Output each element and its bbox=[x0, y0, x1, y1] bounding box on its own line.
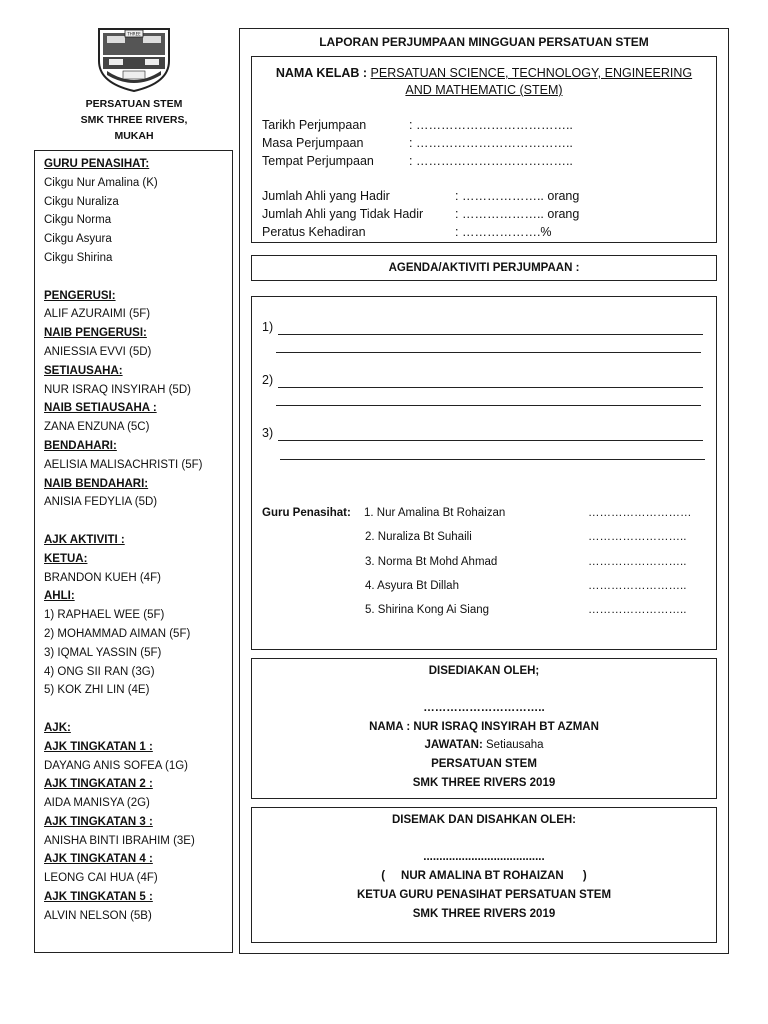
agenda-line[interactable] bbox=[278, 334, 703, 335]
spacer bbox=[44, 512, 232, 531]
advisor-name: 2. Nuraliza Bt Suhaili bbox=[365, 531, 472, 543]
school-header bbox=[34, 96, 234, 144]
field-tidak-hadir-value: : ……………….. orang bbox=[455, 207, 580, 221]
committee-member: Cikgu Norma bbox=[44, 214, 112, 227]
committee-heading: AJK TINGKATAN 3 : bbox=[44, 815, 153, 828]
prepared-by-org: PERSATUAN STEM bbox=[431, 758, 537, 770]
advisor-signature-line[interactable]: …………………….. bbox=[588, 604, 687, 616]
committee-heading: PENGERUSI: bbox=[44, 289, 116, 302]
committee-heading: AJK AKTIVITI : bbox=[44, 533, 125, 546]
field-hadir[interactable] bbox=[262, 189, 579, 203]
agenda-title: AGENDA/AKTIVITI PERJUMPAAN : bbox=[388, 262, 580, 274]
advisor-signature-line[interactable]: ……………………… bbox=[588, 507, 692, 519]
meeting-info-box bbox=[251, 56, 717, 243]
committee-heading: AHLI: bbox=[44, 590, 75, 603]
committee-member: 4) ONG SII RAN (3G) bbox=[44, 665, 155, 678]
committee-member: DAYANG ANIS SOFEA (1G) bbox=[44, 759, 188, 772]
field-peratus-value: : ……………….% bbox=[455, 225, 552, 239]
committee-heading: AJK TINGKATAN 4 : bbox=[44, 853, 153, 866]
committee-member: Cikgu Asyura bbox=[44, 233, 112, 246]
spacer bbox=[44, 268, 232, 287]
prepared-by-position-value: Setiausaha bbox=[486, 739, 544, 751]
committee-member: BRANDON KUEH (4F) bbox=[44, 571, 161, 584]
committee-heading: SETIAUSAHA: bbox=[44, 364, 123, 377]
committee-heading: BENDAHARI: bbox=[44, 439, 117, 452]
field-peratus-label: Peratus Kehadiran bbox=[262, 225, 366, 239]
advisor-signature-line[interactable]: …………………….. bbox=[588, 556, 687, 568]
committee-member: 5) KOK ZHI LIN (4E) bbox=[44, 684, 150, 697]
committee-member: 2) MOHAMMAD AIMAN (5F) bbox=[44, 627, 191, 640]
committee-member: ANISIA FEDYLIA (5D) bbox=[44, 496, 158, 509]
committee-member: AIDA MANISYA (2G) bbox=[44, 797, 150, 810]
approved-by-name: ( NUR AMALINA BT ROHAIZAN ) bbox=[381, 870, 587, 882]
committee-member: ZANA ENZUNA (5C) bbox=[44, 421, 150, 434]
advisor-label: Guru Penasihat: bbox=[262, 507, 351, 519]
agenda-line[interactable] bbox=[276, 352, 701, 353]
approved-by-title: DISEMAK DAN DISAHKAN OLEH: bbox=[392, 814, 576, 826]
report-title: LAPORAN PERJUMPAAN MINGGUAN PERSATUAN STEM bbox=[319, 35, 649, 49]
prepared-by-name-value: NUR ISRAQ INSYIRAH BT AZMAN bbox=[413, 721, 599, 733]
prepared-by-position bbox=[252, 739, 716, 751]
committee-member: ANIESSIA EVVI (5D) bbox=[44, 345, 152, 358]
committee-member: NUR ISRAQ INSYIRAH (5D) bbox=[44, 383, 191, 396]
agenda-box bbox=[251, 296, 717, 650]
field-tidak-hadir-label: Jumlah Ahli yang Tidak Hadir bbox=[262, 207, 424, 221]
prepared-by-name-label: NAMA : bbox=[369, 721, 411, 733]
agenda-title-box bbox=[251, 255, 717, 281]
school-line-1: PERSATUAN STEM bbox=[85, 98, 183, 110]
approved-by-school: SMK THREE RIVERS 2019 bbox=[412, 908, 556, 920]
committee-member: 3) IQMAL YASSIN (5F) bbox=[44, 646, 162, 659]
club-name bbox=[252, 65, 716, 99]
school-line-2: SMK THREE RIVERS, bbox=[80, 114, 188, 126]
field-tarikh-value: : ……………………………….. bbox=[409, 118, 573, 132]
spacer bbox=[44, 700, 232, 719]
prepared-by-title: DISEDIAKAN OLEH; bbox=[428, 665, 540, 677]
agenda-line[interactable] bbox=[278, 440, 703, 441]
committee-heading: KETUA: bbox=[44, 552, 88, 565]
prepared-by-box bbox=[251, 658, 717, 799]
committee-heading: AJK TINGKATAN 5 : bbox=[44, 891, 153, 904]
prepared-by-school: SMK THREE RIVERS 2019 bbox=[412, 777, 556, 789]
approved-by-box bbox=[251, 807, 717, 943]
committee-member: ANISHA BINTI IBRAHIM (3E) bbox=[44, 834, 195, 847]
advisor-name: 5. Shirina Kong Ai Siang bbox=[365, 604, 490, 616]
agenda-item-number: 3) bbox=[262, 426, 274, 440]
school-crest-logo bbox=[95, 27, 173, 93]
committee-member: ALVIN NELSON (5B) bbox=[44, 909, 152, 922]
agenda-line[interactable] bbox=[278, 387, 703, 388]
field-peratus[interactable] bbox=[262, 225, 552, 239]
committee-member: Cikgu Shirina bbox=[44, 251, 113, 264]
advisor-signature-line[interactable]: …………………….. bbox=[588, 580, 687, 592]
agenda-line[interactable] bbox=[280, 459, 705, 460]
approved-by-signature-line[interactable]: ...................................... bbox=[423, 851, 545, 863]
committee-heading: NAIB SETIAUSAHA : bbox=[44, 402, 157, 415]
school-line-3: MUKAH bbox=[114, 130, 154, 142]
field-tidak-hadir[interactable] bbox=[262, 207, 579, 221]
prepared-by-signature-line[interactable]: ………………………….. bbox=[423, 702, 545, 714]
field-tempat-label: Tempat Perjumpaan bbox=[262, 154, 374, 168]
committee-member: 1) RAPHAEL WEE (5F) bbox=[44, 609, 165, 622]
advisor-signature-line[interactable]: …………………….. bbox=[588, 531, 687, 543]
field-masa-value: : ……………………………….. bbox=[409, 136, 573, 150]
field-masa[interactable] bbox=[262, 136, 573, 150]
approved-by-position: KETUA GURU PENASIHAT PERSATUAN STEM bbox=[356, 889, 612, 901]
field-tarikh[interactable] bbox=[262, 118, 573, 132]
committee-heading: AJK: bbox=[44, 721, 71, 734]
committee-heading: AJK TINGKATAN 1 : bbox=[44, 740, 153, 753]
field-tempat[interactable] bbox=[262, 154, 573, 168]
advisor-name: 3. Norma Bt Mohd Ahmad bbox=[365, 556, 498, 568]
committee-list-box bbox=[34, 150, 233, 953]
advisor-name: 1. Nur Amalina Bt Rohaizan bbox=[364, 507, 506, 519]
club-name-label: NAMA KELAB : bbox=[275, 66, 368, 80]
club-name-value-1: PERSATUAN SCIENCE, TECHNOLOGY, ENGINEERING bbox=[370, 66, 693, 80]
field-masa-label: Masa Perjumpaan bbox=[262, 136, 364, 150]
committee-member: Cikgu Nuraliza bbox=[44, 195, 119, 208]
svg-text:THREE: THREE bbox=[127, 31, 141, 37]
prepared-by-name bbox=[252, 721, 716, 733]
committee-heading: GURU PENASIHAT: bbox=[44, 158, 150, 170]
field-hadir-value: : ……………….. orang bbox=[455, 189, 580, 203]
advisor-name: 4. Asyura Bt Dillah bbox=[365, 580, 459, 592]
agenda-item-number: 1) bbox=[262, 320, 274, 334]
agenda-item-number: 2) bbox=[262, 373, 274, 387]
prepared-by-position-label: JAWATAN: bbox=[424, 739, 483, 751]
committee-heading: AJK TINGKATAN 2 : bbox=[44, 778, 153, 791]
committee-heading: NAIB PENGERUSI: bbox=[44, 327, 147, 340]
field-tempat-value: : ……………………………….. bbox=[409, 154, 573, 168]
club-name-value-2: AND MATHEMATIC (STEM) bbox=[405, 83, 563, 97]
committee-member: AELISIA MALISACHRISTI (5F) bbox=[44, 458, 203, 471]
committee-member: LEONG CAI HUA (4F) bbox=[44, 872, 158, 885]
agenda-line[interactable] bbox=[276, 405, 701, 406]
committee-heading: NAIB BENDAHARI: bbox=[44, 477, 149, 490]
field-tarikh-label: Tarikh Perjumpaan bbox=[262, 118, 367, 132]
field-hadir-label: Jumlah Ahli yang Hadir bbox=[262, 189, 390, 203]
committee-member: ALIF AZURAIMI (5F) bbox=[44, 308, 151, 321]
committee-member: Cikgu Nur Amalina (K) bbox=[44, 176, 158, 189]
